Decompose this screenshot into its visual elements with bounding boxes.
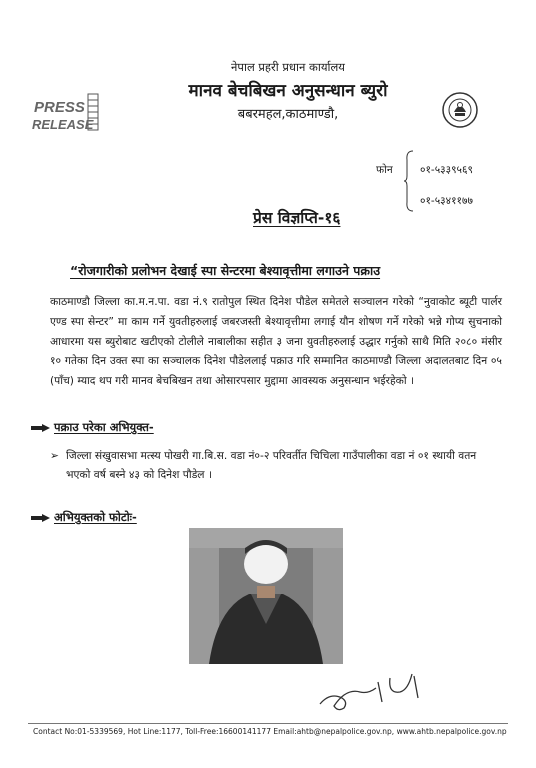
logo-text-top: PRESS [34, 99, 85, 116]
accused-details: जिल्ला संखुवासभा मत्स्य पोखरी गा.बि.स. वडा नं०-२ परिवर्तीत चिचिला गाउँपालीका वडा नं ०१ स्थायी वतन भएको वर्ष बस्ने ४३ को दिनेश पौडेल । [66, 449, 477, 481]
footer-divider [28, 723, 508, 724]
body-paragraph: काठमाण्डौ जिल्ला का.म.न.पा. वडा नं.९ रातोपुल स्थित दिनेश पौडेल समेतले सञ्चालन गरेको “नुवाकोट ब्यूटी पार्लर एण्ड स्पा सेन्टर” मा काम गर्ने युवतीहरुलाई जबरजस्ती बेश्यावृत्तीमा लगाई यौन शोषण गर्ने गरेको भन्ने गोप्य सुचनाको आधारमा यस ब्युरोबाट खटीएको टोलीले नाबालीका सहीत ३ जना युवतीहरुलाई उद्धार गर्नुको साथै मिति २०८० मंसीर १० गतेका दिन उक्त स्पा का सञ्चालक दिनेश पौडेललाई पक्राउ गरि सम्मानित काठमाण्डौ जिल्ला अदालतबाट दिन ०५ (पाँच) म्याद थप गरी मानव बेचबिखन तथा ओसारपसार मुद्दामा आवस्यक अनुसन्धान भईरहेको । [50, 295, 502, 388]
pointing-hand-icon [30, 422, 52, 434]
logo-text-bottom: RELEASE [32, 117, 94, 132]
signature [316, 668, 426, 713]
document-title: प्रेस विज्ञप्ति-१६ [253, 209, 341, 227]
bullet-arrow-icon: ➢ [50, 449, 59, 462]
news-headline: “रोजगारीको प्रलोभन देखाई स्पा सेन्टरमा बेश्यावृत्तीमा लगाउने पक्राउ [70, 263, 381, 278]
photo-heading-label: अभियुक्तको फोटोः- [54, 510, 137, 524]
header-bureau: मानव बेचबिखन अनुसन्धान ब्युरो [188, 81, 388, 101]
accused-heading-label: पक्राउ परेका अभियुक्त- [54, 420, 154, 434]
phone-label: फोन [376, 164, 393, 176]
pointing-hand-icon [30, 512, 52, 524]
footer-contact: Contact No:01-5339569, Hot Line:1177, Toll-Free:16600141177 Email:ahtb@nepalpolice.gov.np, www.ahtb.nepalpolice.gov.np [33, 727, 507, 736]
nepal-police-emblem-icon [440, 90, 480, 130]
accused-heading [30, 420, 154, 435]
accused-photo [189, 528, 343, 664]
accused-list-item [50, 446, 490, 484]
phone-bracket [404, 150, 414, 212]
phone-number-1: ०१-५३३९५६९ [420, 164, 473, 176]
header-office: नेपाल प्रहरी प्रधान कार्यालय [231, 60, 345, 74]
photo-heading [30, 510, 137, 525]
phone-number-2: ०१-५३४११७७ [420, 195, 473, 207]
header-address: बबरमहल,काठमाण्डौ, [237, 107, 339, 122]
